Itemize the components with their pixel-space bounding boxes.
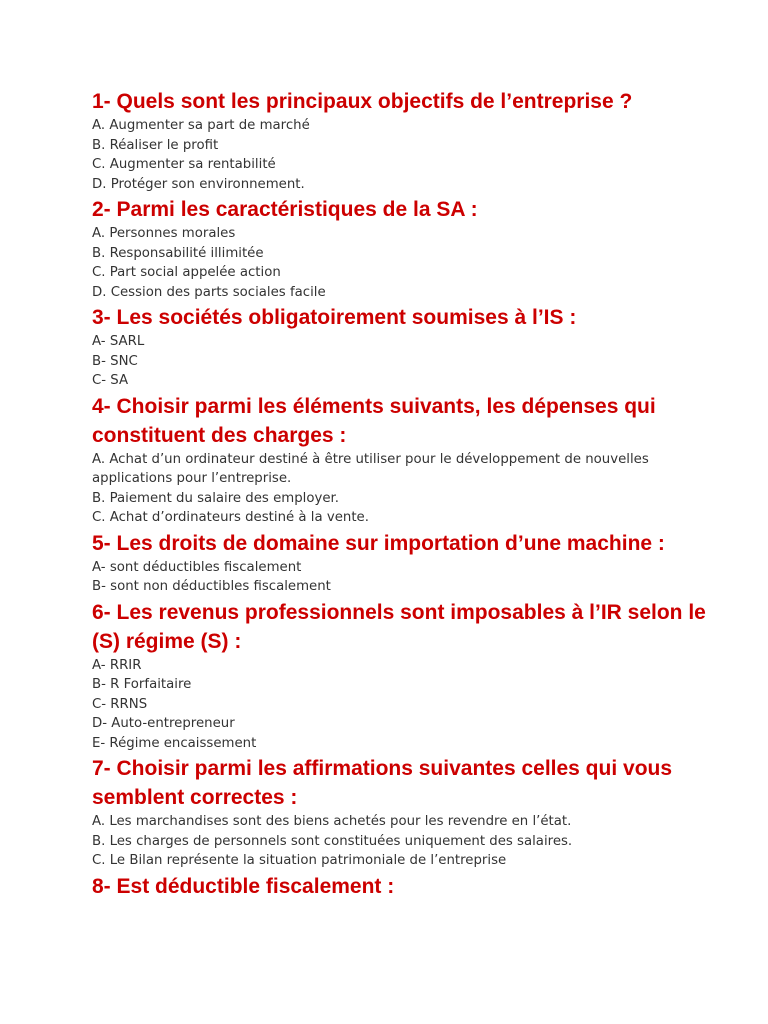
option-item: C. Part social appelée action [92, 265, 281, 280]
option-list [92, 224, 732, 302]
option-item: B. Paiement du salaire des employer. [92, 490, 340, 506]
question-title: 4- Choisir parmi les éléments suivants, les dépenses qui constituent des charges : [92, 394, 656, 447]
option-item: C. Achat d’ordinateurs destiné à la vente. [92, 510, 369, 525]
question-title: 2- Parmi les caractéristiques de la SA : [92, 198, 478, 221]
option-list [92, 656, 732, 754]
option-item: D. Cession des parts sociales facile [92, 284, 326, 300]
question-2 [92, 194, 732, 302]
question-8 [92, 871, 732, 901]
option-item: A. Les marchandises sont des biens achetés pour les revendre en l’état. [92, 814, 572, 829]
question-5 [92, 528, 732, 597]
question-4 [92, 391, 732, 528]
option-item: A- RRIR [92, 657, 142, 673]
question-title: 5- Les droits de domaine sur importation d’une machine : [92, 531, 665, 555]
question-title: 6- Les revenus professionnels sont imposables à l’IR selon le (S) régime (S) : [92, 600, 706, 653]
option-item: A- sont déductibles fiscalement [92, 559, 302, 575]
question-title: 1- Quels sont les principaux objectifs de l’entreprise ? [92, 90, 633, 113]
question-6 [92, 597, 732, 754]
question-1 [92, 86, 732, 194]
option-list [92, 116, 732, 194]
option-item: C- SA [92, 373, 129, 388]
option-item: B- sont non déductibles fiscalement [92, 579, 331, 594]
question-title: 7- Choisir parmi les affirmations suivantes celles qui vous semblent correctes : [92, 757, 673, 809]
question-title: 8- Est déductible fiscalement : [92, 874, 395, 898]
option-list [92, 332, 732, 391]
question-title: 3- Les sociétés obligatoirement soumises à l’IS : [92, 306, 577, 329]
option-list [92, 812, 732, 871]
option-item: B- R Forfaitaire [92, 677, 192, 692]
option-item: A. Personnes morales [92, 226, 236, 241]
option-item: C- RRNS [92, 696, 148, 712]
option-list [92, 450, 732, 528]
option-item: B. Réaliser le profit [92, 137, 219, 153]
option-item: D- Auto-entrepreneur [92, 716, 235, 731]
option-item: E- Régime encaissement [92, 735, 257, 751]
option-item: A. Achat d’un ordinateur destiné à être utiliser pour le développement de nouvelles applications pour l’entreprise. [92, 451, 649, 486]
question-3 [92, 302, 732, 391]
option-item: A- SARL [92, 334, 145, 349]
option-list [92, 558, 732, 597]
option-item: B- SNC [92, 353, 138, 369]
document-page [92, 86, 732, 901]
option-item: B. Responsabilité illimitée [92, 245, 264, 261]
option-item: C. Augmenter sa rentabilité [92, 157, 276, 172]
question-7 [92, 753, 732, 871]
option-item: B. Les charges de personnels sont constituées uniquement des salaires. [92, 833, 573, 849]
option-item: D. Protéger son environnement. [92, 176, 305, 192]
option-item: C. Le Bilan représente la situation patrimoniale de l’entreprise [92, 853, 507, 868]
option-item: A. Augmenter sa part de marché [92, 118, 310, 133]
